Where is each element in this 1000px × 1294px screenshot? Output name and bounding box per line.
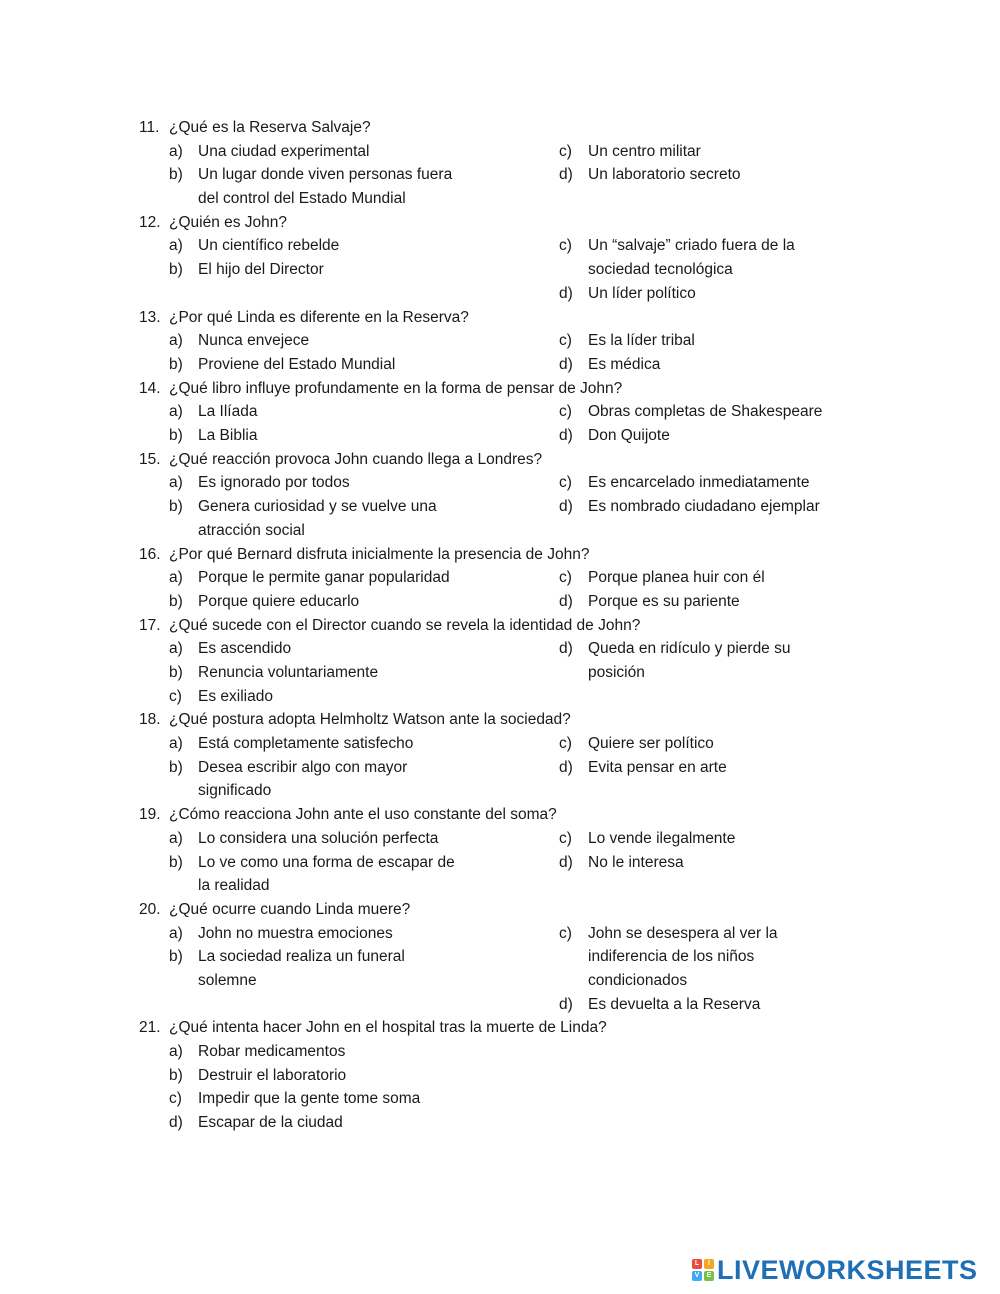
options — [0, 471, 1000, 542]
question-number: 11. — [139, 119, 160, 136]
option-text: John no muestra emociones — [198, 924, 393, 942]
question-line — [0, 803, 1000, 827]
option-letter: a) — [169, 142, 183, 160]
option-b[interactable] — [169, 495, 466, 542]
option-letter: b) — [169, 166, 183, 184]
option-c[interactable] — [169, 685, 466, 709]
option-text: Nunca envejece — [198, 332, 310, 350]
option-text: Es encarcelado inmediatamente — [588, 474, 810, 492]
option-c[interactable] — [559, 329, 843, 353]
option-letter: d) — [559, 995, 573, 1013]
option-a[interactable] — [169, 234, 466, 258]
option-d[interactable] — [559, 282, 843, 306]
question-line — [0, 543, 1000, 567]
option-letter: b) — [169, 663, 183, 681]
option-a[interactable] — [169, 827, 466, 851]
question-11 — [0, 116, 1000, 211]
option-d[interactable] — [559, 637, 813, 684]
question-12 — [0, 211, 1000, 306]
option-letter: c) — [559, 474, 572, 492]
question-line — [0, 377, 1000, 401]
option-d[interactable] — [559, 424, 843, 448]
option-letter: a) — [169, 237, 183, 255]
option-c[interactable] — [559, 922, 798, 993]
question-text: ¿Qué sucede con el Director cuando se revela la identidad de John? — [169, 616, 641, 634]
question-text: ¿Qué libro influye profundamente en la forma de pensar de John? — [169, 379, 623, 397]
option-text: Genera curiosidad y se vuelve una atracción social — [198, 498, 437, 539]
option-text: Un “salvaje” criado fuera de la sociedad tecnológica — [588, 237, 795, 279]
option-d[interactable] — [559, 495, 848, 519]
option-text: Queda en ridículo y pierde su posición — [588, 640, 791, 681]
option-letter: a) — [169, 829, 183, 847]
option-text: Es exiliado — [198, 687, 273, 705]
option-text: Un centro militar — [588, 142, 701, 160]
question-number: 15. — [139, 450, 161, 468]
option-letter: a) — [169, 735, 183, 753]
question-number: 14. — [139, 379, 161, 397]
option-letter: c) — [559, 332, 572, 350]
option-text: La sociedad realiza un funeral solemne — [198, 948, 405, 989]
question-13 — [0, 306, 1000, 377]
option-letter: c) — [559, 924, 572, 942]
option-c[interactable] — [169, 1087, 466, 1111]
option-letter: a) — [169, 569, 183, 587]
option-text: John se desespera al ver la indiferencia de los niños condicionados — [588, 924, 778, 990]
option-letter: c) — [169, 1090, 182, 1108]
options — [0, 827, 1000, 898]
question-number: 17. — [139, 616, 161, 634]
option-b[interactable] — [169, 258, 466, 282]
logo-icon — [692, 1259, 714, 1281]
question-text: ¿Cómo reacciona John ante el uso constante del soma? — [169, 806, 557, 824]
option-d[interactable] — [559, 163, 843, 187]
question-line — [0, 708, 1000, 732]
option-letter: b) — [169, 498, 183, 516]
option-b[interactable] — [169, 1064, 466, 1088]
option-a[interactable] — [169, 566, 466, 590]
option-c[interactable] — [559, 400, 848, 424]
options — [0, 922, 1000, 1017]
question-17 — [0, 614, 1000, 709]
option-text: Un laboratorio secreto — [588, 166, 741, 184]
option-b[interactable] — [169, 851, 466, 898]
option-letter: a) — [169, 474, 183, 492]
option-text: Es nombrado ciudadano ejemplar — [588, 498, 820, 516]
option-letter: d) — [559, 592, 573, 610]
option-a[interactable] — [169, 637, 466, 661]
question-number: 21. — [139, 1019, 161, 1037]
option-letter: c) — [559, 735, 572, 753]
option-text: Una ciudad experimental — [198, 142, 370, 160]
question-line — [0, 898, 1000, 922]
question-number: 16. — [139, 545, 161, 563]
option-c[interactable] — [559, 471, 848, 495]
option-b[interactable] — [169, 163, 466, 210]
quiz-questions — [0, 116, 1000, 1135]
option-letter: b) — [169, 1066, 183, 1084]
logo-tile: L — [692, 1259, 702, 1269]
question-line — [0, 448, 1000, 472]
option-b[interactable] — [169, 590, 466, 614]
option-c[interactable] — [559, 140, 843, 164]
option-text: Es ascendido — [198, 640, 292, 658]
option-d[interactable] — [559, 590, 843, 614]
question-20 — [0, 898, 1000, 1016]
option-text: Impedir que la gente tome soma — [198, 1090, 421, 1108]
option-text: Un lugar donde viven personas fuera del control del Estado Mundial — [198, 166, 453, 208]
option-letter: c) — [559, 403, 572, 421]
option-b[interactable] — [169, 945, 428, 992]
option-text: Evita pensar en arte — [588, 758, 727, 776]
options — [0, 400, 1000, 447]
question-number: 18. — [139, 711, 161, 729]
logo-text: LIVEWORKSHEETS — [717, 1255, 978, 1285]
option-letter: b) — [169, 853, 183, 871]
question-text: ¿Quién es John? — [169, 213, 288, 231]
option-text: Es ignorado por todos — [198, 474, 350, 492]
logo-tile: V — [692, 1271, 702, 1281]
option-letter: d) — [559, 284, 573, 302]
options — [0, 329, 1000, 376]
question-14 — [0, 377, 1000, 448]
option-text: El hijo del Director — [198, 261, 324, 279]
option-letter: c) — [559, 829, 572, 847]
question-line — [0, 1016, 1000, 1040]
option-c[interactable] — [559, 234, 828, 281]
option-text: La Biblia — [198, 427, 258, 445]
option-letter: d) — [559, 758, 573, 776]
option-text: Proviene del Estado Mundial — [198, 355, 396, 373]
option-d[interactable] — [559, 851, 843, 875]
option-letter: a) — [169, 403, 183, 421]
option-a[interactable] — [169, 400, 466, 424]
option-letter: b) — [169, 948, 183, 966]
option-letter: c) — [169, 687, 182, 705]
question-text: ¿Qué es la Reserva Salvaje? — [169, 119, 371, 136]
option-text: Quiere ser político — [588, 735, 714, 753]
options — [0, 732, 1000, 803]
question-text: ¿Qué postura adopta Helmholtz Watson ante la sociedad? — [169, 711, 571, 729]
option-text: Lo vende ilegalmente — [588, 829, 736, 847]
question-18 — [0, 708, 1000, 803]
option-text: Lo ve como una forma de escapar de la realidad — [198, 853, 455, 895]
option-letter: a) — [169, 640, 183, 658]
option-text: Robar medicamentos — [198, 1043, 346, 1061]
option-text: Escapar de la ciudad — [198, 1114, 343, 1132]
liveworksheets-logo — [692, 1256, 978, 1284]
option-letter: d) — [169, 1114, 183, 1132]
option-text: Renuncia voluntariamente — [198, 663, 379, 681]
question-line — [0, 116, 1000, 140]
option-text: Un líder político — [588, 284, 696, 302]
option-d[interactable] — [559, 993, 843, 1017]
question-text: ¿Qué ocurre cuando Linda muere? — [169, 900, 411, 918]
options — [0, 566, 1000, 613]
question-number: 13. — [139, 308, 161, 326]
option-b[interactable] — [169, 661, 466, 685]
option-a[interactable] — [169, 329, 466, 353]
option-d[interactable] — [559, 756, 843, 780]
question-line — [0, 306, 1000, 330]
question-19 — [0, 803, 1000, 898]
question-15 — [0, 448, 1000, 543]
option-letter: d) — [559, 498, 573, 516]
option-text: Es la líder tribal — [588, 332, 695, 350]
option-letter: d) — [559, 355, 573, 373]
question-number: 19. — [139, 806, 161, 824]
option-b[interactable] — [169, 353, 466, 377]
option-a[interactable] — [169, 732, 466, 756]
option-text: Don Quijote — [588, 427, 670, 445]
option-letter: c) — [559, 142, 572, 160]
question-21 — [0, 1016, 1000, 1134]
option-letter: b) — [169, 355, 183, 373]
option-letter: a) — [169, 332, 183, 350]
option-letter: c) — [559, 237, 572, 255]
option-text: La Ilíada — [198, 403, 258, 421]
option-c[interactable] — [559, 566, 843, 590]
option-d[interactable] — [169, 1111, 466, 1135]
option-text: No le interesa — [588, 853, 684, 871]
option-letter: d) — [559, 427, 573, 445]
question-text: ¿Qué intenta hacer John en el hospital tras la muerte de Linda? — [169, 1019, 607, 1037]
logo-tile: E — [704, 1271, 714, 1281]
options — [0, 637, 1000, 708]
option-b[interactable] — [169, 424, 466, 448]
option-letter: d) — [559, 853, 573, 871]
option-letter: a) — [169, 924, 183, 942]
options — [0, 140, 1000, 211]
option-letter: b) — [169, 427, 183, 445]
question-number: 20. — [139, 900, 161, 918]
option-text: Un científico rebelde — [198, 237, 340, 255]
option-text: Es médica — [588, 355, 661, 373]
option-a[interactable] — [169, 140, 466, 164]
option-letter: b) — [169, 592, 183, 610]
option-text: Destruir el laboratorio — [198, 1066, 347, 1084]
option-text: Porque quiere educarlo — [198, 592, 360, 610]
options — [0, 234, 1000, 305]
option-letter: d) — [559, 166, 573, 184]
option-text: Está completamente satisfecho — [198, 735, 414, 753]
option-letter: a) — [169, 1043, 183, 1061]
option-a[interactable] — [169, 1040, 466, 1064]
option-letter: c) — [559, 569, 572, 587]
question-number: 12. — [139, 213, 161, 231]
options — [0, 1040, 1000, 1135]
option-text: Lo considera una solución perfecta — [198, 829, 439, 847]
option-c[interactable] — [559, 827, 843, 851]
option-a[interactable] — [169, 471, 466, 495]
option-text: Es devuelta a la Reserva — [588, 995, 761, 1013]
option-letter: b) — [169, 758, 183, 776]
option-text: Porque planea huir con él — [588, 569, 765, 587]
question-line — [0, 614, 1000, 638]
option-d[interactable] — [559, 353, 843, 377]
option-letter: d) — [559, 640, 573, 658]
option-text: Porque le permite ganar popularidad — [198, 569, 450, 587]
option-letter: b) — [169, 261, 183, 279]
question-text: ¿Qué reacción provoca John cuando llega a Londres? — [169, 450, 543, 468]
option-b[interactable] — [169, 756, 428, 803]
question-line — [0, 211, 1000, 235]
option-text: Porque es su pariente — [588, 592, 740, 610]
option-c[interactable] — [559, 732, 843, 756]
option-a[interactable] — [169, 922, 466, 946]
question-text: ¿Por qué Linda es diferente en la Reserva? — [169, 308, 469, 326]
logo-tile: I — [704, 1259, 714, 1269]
question-16 — [0, 543, 1000, 614]
option-text: Obras completas de Shakespeare — [588, 403, 823, 421]
option-text: Desea escribir algo con mayor significado — [198, 758, 408, 800]
question-text: ¿Por qué Bernard disfruta inicialmente la presencia de John? — [169, 545, 590, 563]
